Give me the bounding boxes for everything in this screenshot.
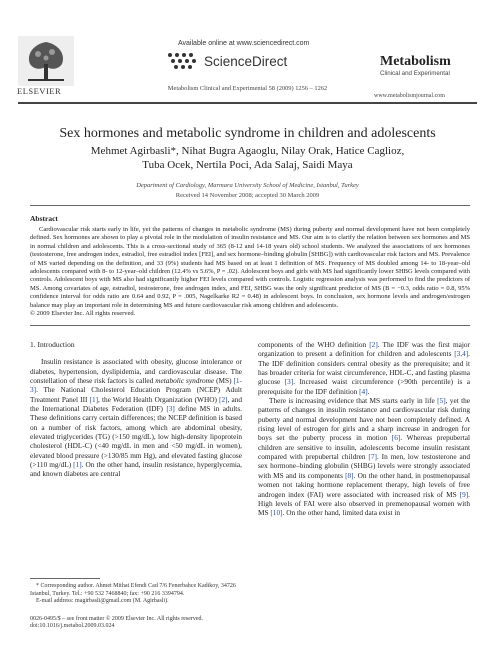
authors-line-1: Mehmet Agirbasli*, Nihat Bugra Agaoglu, Nilay Orak, Hatice Caglioz, [90, 145, 405, 157]
intro-paragraph-1-continued: components of the WHO definition [2]. The IDF was the first major organization to present a definition for children and adolescents [3,4]. The IDF definition considers central obesity as the prerequisite; and it has broader criteria for waist circumference, HDL-C, and fasting plasma glucose [3]. Increased waist circumference (>90th percentile) is a prerequisite for the IDF definition [4]. [258, 340, 470, 396]
email-note[interactable]: E-mail address: magirbasli@gmail.com (M. Agirbasli). [36, 598, 169, 604]
body-column-right [258, 340, 470, 518]
citation-link[interactable]: [7] [368, 452, 377, 462]
authors-line-2: Tuba Ocek, Nertila Poci, Ada Salaj, Saidi Maya [142, 159, 353, 171]
section-heading-introduction: 1. Introduction [30, 340, 75, 349]
citation-link[interactable]: [4] [359, 386, 368, 396]
sciencedirect-logo-text: ScienceDirect [204, 54, 288, 69]
citation-link[interactable]: [9] [459, 489, 469, 499]
intro-paragraph-2: There is increasing evidence that MS starts early in life [5], yet the patterns of changes in insulin resistance and cardiovascular risk during puberty and normal development have not been completely defined. A rising level of estrogen for girls and a sharp increase in androgen for boys set the puberty process in motion [6]. Whereas prepubertal children are sensitive to insulin, adolescents become insulin resistant compared with prepubertal children [7]. In men, low testosterone and sex hormone–binding globulin (SHBG) levels were strongly associated with MS and its components [8]. On the other hand, in postmenopausal women not taking hormone replacement therapy, high levels of free androgen index (FAI) were associated with increased risk of MS [9]. High levels of FAI were also observed in premenopausal women with MS [10]. On the other hand, limited data exist in [258, 396, 471, 518]
citation-link[interactable]: [1-3] [30, 376, 242, 395]
citation-link[interactable]: [3] [166, 404, 175, 414]
journal-url[interactable]: www.metabolismjournal.com [374, 93, 445, 99]
footnotes [30, 578, 242, 631]
citation-link[interactable]: [8] [345, 470, 354, 480]
publisher-name: ELSEVIER [17, 86, 62, 96]
abstract-section [30, 205, 470, 326]
abstract-copyright: © 2009 Elsevier Inc. All rights reserved. [30, 310, 136, 318]
citation-link[interactable]: [3,4] [454, 349, 469, 359]
citation-link[interactable]: [2] [219, 394, 228, 404]
citation-link[interactable]: [1] [89, 394, 99, 404]
elsevier-tree-logo [18, 36, 74, 86]
journal-subtitle: Clinical and Experimental [380, 70, 450, 77]
article-title: Sex hormones and metabolic syndrome in children and adolescents [59, 126, 436, 141]
citation-link[interactable]: [6] [391, 433, 401, 443]
author-list [60, 144, 435, 172]
citation-link[interactable]: [3] [284, 377, 294, 387]
corresponding-author-note: * Corresponding author. Ahmet Mithat Efendi Cad 7/6 Fenerbahce Kadikoy, 34726 Istanbul, Turkey. Tel.: +90 532 7468840; fax: +90 216 3394794. [30, 583, 236, 597]
available-online-text: Available online at www.sciencedirect.com [178, 40, 310, 47]
citation-link[interactable]: [10] [270, 508, 283, 518]
doi-link[interactable]: doi:10.1016/j.metabol.2009.03.024 [30, 623, 115, 629]
sciencedirect-dots-icon [164, 51, 200, 71]
abstract-heading: Abstract [30, 214, 58, 223]
journal-header [0, 0, 495, 100]
footnote-rule [30, 578, 100, 579]
body-column-left [30, 340, 242, 479]
citation-link[interactable]: [5] [437, 396, 446, 406]
abstract-text: Cardiovascular risk starts early in life, yet the patterns of changes in metabolic syndrome (MS) during puberty and normal development have not been completely defined. Sex hormones are shown to play a pivotal role in the modulation of insulin resistance and MS. Our aim is to clarify the relation between sex hormones and MS in normal children and adolescents. This is a cross-sectional study of 365 (8-12 and 14-18 years old) school students. We analyzed the associations of sex hormones (testosterone, free androgen index, estradiol, free estradiol index [FEI], and sex hormone–binding globulin [SHBG]) with cardiovascular risk factors and MS. Prevalence of MS varied depending on the definition, and 33 (9%) students had MS based on at least 1 definition of MS. Frequency of MS doubled among 14- to 18-year–old adolescents compared with 8- to 12-year–old children (12.4% vs 5.6%, P = .02). Adolescent boys and girls with MS had significantly lower SHBG levels compared with controls. Adolescent boys with MS also had significantly higher FEI levels compared with controls. Logistic regression analysis was performed to find the predictors of MS. Among covariates of age, estradiol, testosterone, free androgen index, and FEI, SHBG was the only significant predictor of MS (B = −0.3, odds ratio = 0.8, 95% confidence interval for odds ratio are 0.64 and 0.92, P = .005, Nagelkarke R2 = 0.48) in adolescent boys. In conclusion, sex hormone levels and androgen/estrogen balance may play an important role in determining MS and future cardiovascular risk among children and adolescents. [30, 226, 470, 309]
journal-name: Metabolism [380, 54, 451, 69]
header-rule [18, 102, 477, 104]
citation-link[interactable]: [1] [73, 460, 82, 470]
journal-citation-line: Metabolism Clinical and Experimental 58 (2009) 1256 – 1262 [167, 85, 328, 92]
issn-line: 0026-0495/$ – see front matter © 2009 Elsevier Inc. All rights reserved. [30, 615, 204, 622]
citation-link[interactable]: [2] [369, 340, 378, 349]
affiliation: Department of Cardiology, Marmara University School of Medicine, Istanbul, Turkey [136, 182, 359, 189]
received-dates: Received 14 November 2008; accepted 30 March 2009 [175, 192, 320, 199]
intro-paragraph-1: Insulin resistance is associated with obesity, glucose intolerance or diabetes, hypertension, dyslipidemia, and cardiovascular disease. The constellation of these risk factors is called metabolic syndrome (MS) [1-3]. The National Cholesterol Education Program (NCEP) Adult Treatment Panel III [1], the World Health Organization (WHO) [2], and the International Diabetes Federation (IDF) [3] define MS in adults. These definitions carry certain differences; the NCEP definition is based on a number of risk factors, among which are abdominal obesity, elevated triglycerides (TG) (>150 mg/dL), low high-density lipoprotein cholesterol (HDL-C) (<40 mg/dL in men and <50 mg/dL in women), elevated blood pressure (>130/85 mm Hg), and elevated fasting glucose (>110 mg/dL) [1]. On the other hand, insulin resistance, hyperglycemia, and known diabetes are central [30, 357, 242, 479]
